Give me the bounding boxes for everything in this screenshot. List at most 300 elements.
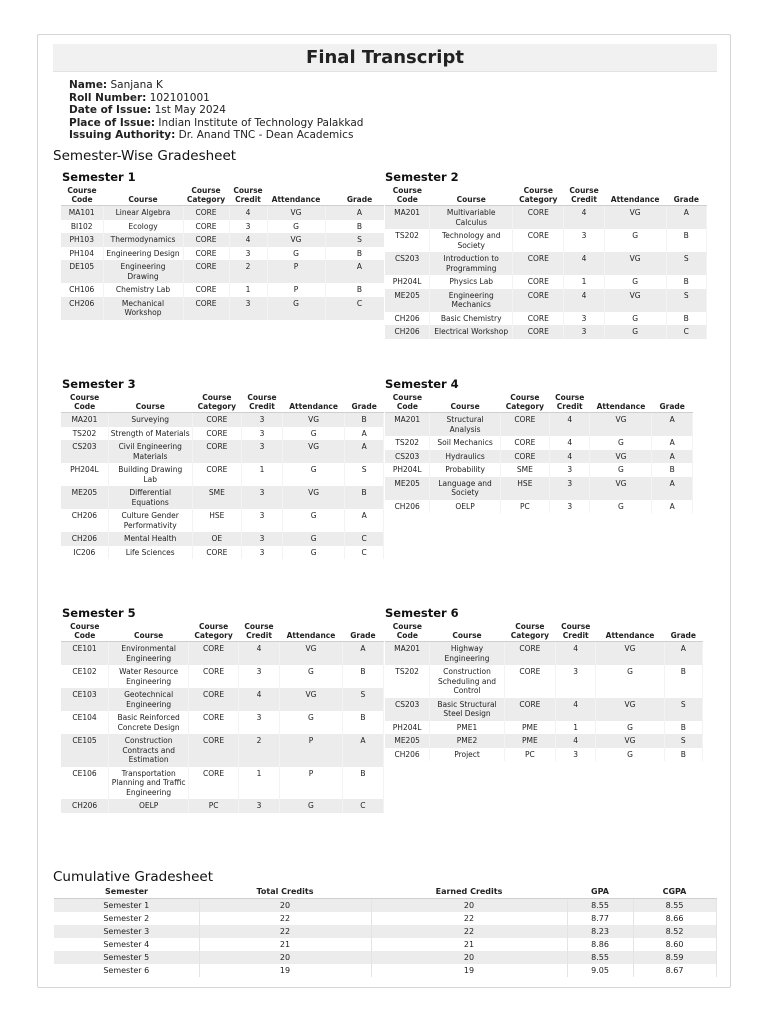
- table-cell: CORE: [183, 260, 229, 283]
- table-cell: CE105: [61, 734, 109, 767]
- table-row: [54, 964, 716, 977]
- semester-1-title: Semester 1: [62, 170, 136, 184]
- table-cell: PH204L: [61, 463, 108, 486]
- table-cell: Semester 5: [54, 951, 199, 964]
- column-header: Course Category: [183, 185, 229, 206]
- table-cell: Geotechnical Engineering: [109, 688, 189, 711]
- table-cell: VG: [267, 206, 325, 220]
- table-cell: PH204L: [385, 275, 430, 289]
- table-cell: Structural Analysis: [430, 413, 500, 437]
- table-cell: VG: [590, 413, 652, 437]
- table-cell: B: [666, 229, 706, 252]
- table-cell: CORE: [183, 247, 229, 261]
- table-cell: G: [596, 665, 664, 698]
- table-cell: G: [590, 500, 652, 514]
- column-header: Course Code: [61, 392, 108, 413]
- table-row: [385, 463, 693, 477]
- table-header-row: [54, 885, 716, 899]
- table-cell: G: [596, 748, 664, 762]
- table-cell: VG: [282, 413, 344, 427]
- table-cell: CORE: [189, 711, 239, 734]
- table-cell: Language and Society: [430, 477, 500, 500]
- table-cell: B: [325, 283, 384, 297]
- table-cell: 4: [229, 206, 267, 220]
- table-cell: A: [652, 477, 693, 500]
- semester-1-clip: [61, 185, 384, 365]
- table-cell: CORE: [513, 275, 564, 289]
- column-header: Course Category: [500, 392, 549, 413]
- table-cell: Semester 4: [54, 938, 199, 951]
- column-header: Course Category: [192, 392, 241, 413]
- column-header: Grade: [345, 392, 384, 413]
- table-cell: A: [342, 642, 383, 666]
- table-cell: Probability: [430, 463, 500, 477]
- table-cell: CORE: [504, 698, 555, 721]
- table-cell: B: [342, 767, 383, 800]
- table-cell: 4: [549, 413, 590, 437]
- table-cell: Multivariable Calculus: [430, 206, 513, 230]
- table-cell: CORE: [513, 325, 564, 339]
- table-row: [385, 312, 707, 326]
- semester-4-table: [385, 392, 693, 513]
- table-row: [385, 748, 703, 762]
- table-cell: ME205: [385, 734, 430, 748]
- column-header: Course Code: [385, 392, 430, 413]
- table-row: [385, 206, 707, 230]
- table-cell: 8.23: [567, 925, 633, 938]
- table-cell: S: [664, 698, 702, 721]
- table-cell: SME: [500, 463, 549, 477]
- table-row: [61, 247, 384, 261]
- column-header: Course Credit: [229, 185, 267, 206]
- column-header: Course: [430, 185, 513, 206]
- table-cell: 20: [199, 951, 371, 964]
- table-cell: A: [345, 509, 384, 532]
- table-cell: 22: [371, 925, 567, 938]
- table-cell: 22: [199, 925, 371, 938]
- column-header: Total Credits: [199, 885, 371, 899]
- table-cell: Water Resource Engineering: [109, 665, 189, 688]
- column-header: Course: [430, 621, 505, 642]
- table-cell: G: [282, 532, 344, 546]
- table-cell: 3: [564, 312, 604, 326]
- table-cell: VG: [267, 233, 325, 247]
- table-cell: PH204L: [385, 463, 430, 477]
- table-header-row: [61, 392, 384, 413]
- issuing-authority: Dr. Anand TNC - Dean Academics: [178, 129, 354, 141]
- table-cell: CH206: [385, 312, 430, 326]
- column-header: Grade: [666, 185, 706, 206]
- table-cell: VG: [604, 289, 666, 312]
- table-cell: S: [325, 233, 384, 247]
- table-row: [61, 486, 384, 509]
- table-cell: 3: [242, 509, 283, 532]
- table-row: [54, 951, 716, 964]
- table-cell: Ecology: [103, 220, 183, 234]
- table-cell: S: [664, 734, 702, 748]
- table-cell: 8.67: [633, 964, 716, 977]
- table-row: [54, 938, 716, 951]
- table-cell: 22: [371, 912, 567, 925]
- table-cell: CORE: [183, 297, 229, 320]
- table-row: [385, 734, 703, 748]
- column-header: Course Category: [513, 185, 564, 206]
- table-cell: MA201: [61, 413, 108, 427]
- table-cell: 4: [555, 642, 595, 666]
- table-cell: TS202: [385, 229, 430, 252]
- table-cell: 1: [229, 283, 267, 297]
- table-cell: 20: [199, 899, 371, 913]
- table-cell: 3: [242, 532, 283, 546]
- table-cell: Semester 1: [54, 899, 199, 913]
- semester-6-table: [385, 621, 703, 761]
- table-cell: Project: [430, 748, 505, 762]
- table-row: [385, 642, 703, 666]
- table-cell: CORE: [513, 206, 564, 230]
- semester-6-title: Semester 6: [385, 606, 459, 620]
- table-cell: 22: [199, 912, 371, 925]
- table-cell: 3: [242, 486, 283, 509]
- table-header-row: [385, 392, 693, 413]
- table-row: [61, 546, 384, 560]
- table-row: [61, 711, 384, 734]
- table-cell: A: [652, 413, 693, 437]
- column-header: Grade: [325, 185, 384, 206]
- table-cell: CS203: [385, 698, 430, 721]
- table-cell: CH206: [385, 748, 430, 762]
- table-cell: Basic Chemistry: [430, 312, 513, 326]
- table-cell: CORE: [183, 206, 229, 220]
- table-cell: C: [345, 532, 384, 546]
- semester-3-title: Semester 3: [62, 377, 136, 391]
- table-cell: 3: [238, 711, 279, 734]
- table-cell: PME: [504, 721, 555, 735]
- table-cell: P: [280, 734, 343, 767]
- table-cell: ME205: [385, 289, 430, 312]
- table-cell: 3: [564, 229, 604, 252]
- table-cell: VG: [282, 486, 344, 509]
- table-cell: Life Sciences: [108, 546, 192, 560]
- table-cell: 19: [199, 964, 371, 977]
- table-cell: 3: [549, 477, 590, 500]
- table-cell: VG: [590, 477, 652, 500]
- table-cell: 8.59: [633, 951, 716, 964]
- table-cell: 21: [199, 938, 371, 951]
- table-cell: 1: [555, 721, 595, 735]
- cumulative-table: [54, 885, 717, 977]
- table-cell: CORE: [183, 233, 229, 247]
- table-cell: Environmental Engineering: [109, 642, 189, 666]
- table-cell: S: [666, 289, 706, 312]
- table-cell: VG: [280, 642, 343, 666]
- date-line: Date of Issue: 1st May 2024: [69, 104, 226, 116]
- table-cell: VG: [596, 698, 664, 721]
- table-cell: CE101: [61, 642, 109, 666]
- place-line: Place of Issue: Indian Institute of Technology Palakkad: [69, 116, 364, 129]
- column-header: Grade: [342, 621, 383, 642]
- column-header: Course Code: [385, 185, 430, 206]
- table-cell: VG: [604, 252, 666, 275]
- table-row: [385, 413, 693, 437]
- table-cell: 2: [229, 260, 267, 283]
- date-of-issue: 1st May 2024: [154, 104, 226, 116]
- table-cell: 4: [564, 206, 604, 230]
- table-cell: 20: [371, 951, 567, 964]
- table-cell: TS202: [385, 436, 430, 450]
- column-header: Course Credit: [238, 621, 279, 642]
- table-cell: A: [652, 450, 693, 464]
- table-cell: CE106: [61, 767, 109, 800]
- table-cell: 1: [238, 767, 279, 800]
- table-header-row: [61, 621, 384, 642]
- table-cell: Physics Lab: [430, 275, 513, 289]
- table-cell: B: [664, 748, 702, 762]
- column-header: Course Credit: [549, 392, 590, 413]
- table-cell: 8.55: [567, 951, 633, 964]
- table-cell: SME: [192, 486, 241, 509]
- table-cell: OE: [192, 532, 241, 546]
- table-cell: G: [280, 665, 343, 688]
- table-cell: G: [590, 436, 652, 450]
- table-cell: G: [282, 509, 344, 532]
- table-cell: PME1: [430, 721, 505, 735]
- table-cell: CH206: [61, 799, 109, 813]
- semester-5-table: [61, 621, 384, 813]
- table-cell: G: [596, 721, 664, 735]
- name-line: Name: Sanjana K: [69, 79, 163, 91]
- table-cell: Construction Contracts and Estimation: [109, 734, 189, 767]
- table-cell: OELP: [109, 799, 189, 813]
- table-cell: CORE: [192, 427, 241, 441]
- authority-line: Issuing Authority: Dr. Anand TNC - Dean Academics: [69, 129, 354, 141]
- column-header: Course Category: [504, 621, 555, 642]
- table-cell: 4: [555, 734, 595, 748]
- table-cell: VG: [604, 206, 666, 230]
- table-cell: Building Drawing Lab: [108, 463, 192, 486]
- table-row: [61, 532, 384, 546]
- column-header: Course: [103, 185, 183, 206]
- table-cell: G: [280, 799, 343, 813]
- table-cell: 4: [238, 642, 279, 666]
- table-cell: 3: [555, 748, 595, 762]
- table-cell: CORE: [189, 767, 239, 800]
- column-header: Course: [109, 621, 189, 642]
- table-cell: B: [666, 312, 706, 326]
- table-cell: PME2: [430, 734, 505, 748]
- semester-wise-heading: Semester-Wise Gradesheet: [53, 148, 237, 164]
- table-cell: 3: [242, 546, 283, 560]
- table-cell: G: [604, 312, 666, 326]
- column-header: Attendance: [282, 392, 344, 413]
- column-header: GPA: [567, 885, 633, 899]
- table-row: [385, 665, 703, 698]
- table-cell: 8.60: [633, 938, 716, 951]
- semester-2-table: [385, 185, 707, 339]
- table-row: [54, 899, 716, 913]
- table-row: [61, 233, 384, 247]
- table-cell: G: [267, 220, 325, 234]
- table-cell: PC: [500, 500, 549, 514]
- table-cell: 3: [549, 463, 590, 477]
- table-row: [54, 925, 716, 938]
- table-cell: 20: [371, 899, 567, 913]
- column-header: Course Credit: [242, 392, 283, 413]
- table-cell: A: [664, 642, 702, 666]
- table-row: [61, 413, 384, 427]
- table-cell: Construction Scheduling and Control: [430, 665, 505, 698]
- table-cell: CORE: [504, 642, 555, 666]
- table-cell: CORE: [513, 312, 564, 326]
- table-cell: HSE: [192, 509, 241, 532]
- table-row: [61, 297, 384, 320]
- table-cell: VG: [282, 440, 344, 463]
- column-header: Course Code: [61, 185, 103, 206]
- table-cell: Engineering Mechanics: [430, 289, 513, 312]
- table-cell: Soil Mechanics: [430, 436, 500, 450]
- column-header: Course Credit: [564, 185, 604, 206]
- table-cell: CORE: [192, 440, 241, 463]
- table-cell: S: [666, 252, 706, 275]
- table-row: [61, 734, 384, 767]
- table-cell: 3: [238, 665, 279, 688]
- table-row: [61, 767, 384, 800]
- table-row: [61, 642, 384, 666]
- table-cell: S: [342, 688, 383, 711]
- table-cell: CH206: [385, 500, 430, 514]
- table-row: [385, 450, 693, 464]
- table-cell: G: [267, 297, 325, 320]
- table-row: [54, 912, 716, 925]
- table-cell: B: [342, 711, 383, 734]
- table-cell: Thermodynamics: [103, 233, 183, 247]
- table-cell: CORE: [500, 450, 549, 464]
- table-cell: G: [282, 463, 344, 486]
- table-cell: CORE: [513, 252, 564, 275]
- table-cell: CORE: [189, 665, 239, 688]
- table-cell: HSE: [500, 477, 549, 500]
- table-row: [385, 252, 707, 275]
- table-row: [61, 220, 384, 234]
- column-header: Grade: [652, 392, 693, 413]
- table-cell: CE104: [61, 711, 109, 734]
- table-cell: Surveying: [108, 413, 192, 427]
- table-cell: Highway Engineering: [430, 642, 505, 666]
- column-header: Course Category: [189, 621, 239, 642]
- table-cell: CH206: [385, 325, 430, 339]
- table-cell: 3: [229, 247, 267, 261]
- table-cell: CH206: [61, 532, 108, 546]
- column-header: Course: [430, 392, 500, 413]
- page-title: Final Transcript: [53, 44, 717, 72]
- column-header: Attendance: [604, 185, 666, 206]
- table-cell: 8.66: [633, 912, 716, 925]
- table-cell: Culture Gender Performativity: [108, 509, 192, 532]
- column-header: Course Credit: [555, 621, 595, 642]
- table-cell: OELP: [430, 500, 500, 514]
- table-cell: VG: [280, 688, 343, 711]
- table-cell: Chemistry Lab: [103, 283, 183, 297]
- table-cell: MA201: [385, 206, 430, 230]
- table-cell: CORE: [504, 665, 555, 698]
- table-cell: 3: [242, 427, 283, 441]
- student-name: Sanjana K: [110, 79, 163, 91]
- table-cell: CE103: [61, 688, 109, 711]
- table-cell: Semester 3: [54, 925, 199, 938]
- table-cell: C: [345, 546, 384, 560]
- table-cell: 2: [238, 734, 279, 767]
- table-cell: VG: [596, 734, 664, 748]
- table-cell: CORE: [192, 463, 241, 486]
- table-row: [61, 799, 384, 813]
- table-cell: CORE: [189, 642, 239, 666]
- semester-5-title: Semester 5: [62, 606, 136, 620]
- table-cell: IC206: [61, 546, 108, 560]
- column-header: Course Code: [61, 621, 109, 642]
- table-cell: CORE: [192, 546, 241, 560]
- column-header: Earned Credits: [371, 885, 567, 899]
- table-cell: 4: [564, 289, 604, 312]
- table-cell: ME205: [61, 486, 108, 509]
- table-cell: PC: [189, 799, 239, 813]
- table-cell: B: [664, 665, 702, 698]
- table-cell: CORE: [192, 413, 241, 427]
- table-row: [385, 436, 693, 450]
- table-cell: 8.55: [567, 899, 633, 913]
- table-row: [385, 229, 707, 252]
- table-cell: A: [345, 440, 384, 463]
- roll-line: Roll Number: 102101001: [69, 91, 210, 104]
- table-cell: Basic Structural Steel Design: [430, 698, 505, 721]
- table-cell: CH206: [61, 509, 108, 532]
- table-cell: MA201: [385, 642, 430, 666]
- table-cell: CE102: [61, 665, 109, 688]
- table-row: [61, 283, 384, 297]
- table-row: [385, 325, 707, 339]
- column-header: Attendance: [596, 621, 664, 642]
- table-cell: MA201: [385, 413, 430, 437]
- student-info: [69, 79, 363, 142]
- table-cell: 3: [238, 799, 279, 813]
- table-cell: 9.05: [567, 964, 633, 977]
- table-cell: 19: [371, 964, 567, 977]
- table-cell: Strength of Materials: [108, 427, 192, 441]
- table-cell: Mechanical Workshop: [103, 297, 183, 320]
- table-row: [385, 289, 707, 312]
- table-header-row: [385, 185, 707, 206]
- table-cell: Semester 6: [54, 964, 199, 977]
- table-cell: 4: [238, 688, 279, 711]
- table-row: [61, 688, 384, 711]
- table-row: [61, 463, 384, 486]
- table-cell: G: [590, 463, 652, 477]
- table-cell: G: [604, 325, 666, 339]
- table-cell: TS202: [385, 665, 430, 698]
- table-cell: MA101: [61, 206, 103, 220]
- transcript-card: [37, 34, 731, 988]
- column-header: Attendance: [280, 621, 343, 642]
- table-cell: CORE: [183, 283, 229, 297]
- table-cell: C: [666, 325, 706, 339]
- table-cell: 3: [229, 220, 267, 234]
- semester-1-table: [61, 185, 384, 320]
- table-row: [385, 500, 693, 514]
- table-cell: A: [652, 436, 693, 450]
- table-row: [61, 509, 384, 532]
- table-cell: B: [652, 463, 693, 477]
- table-header-row: [61, 185, 384, 206]
- table-cell: DE105: [61, 260, 103, 283]
- table-cell: CORE: [513, 229, 564, 252]
